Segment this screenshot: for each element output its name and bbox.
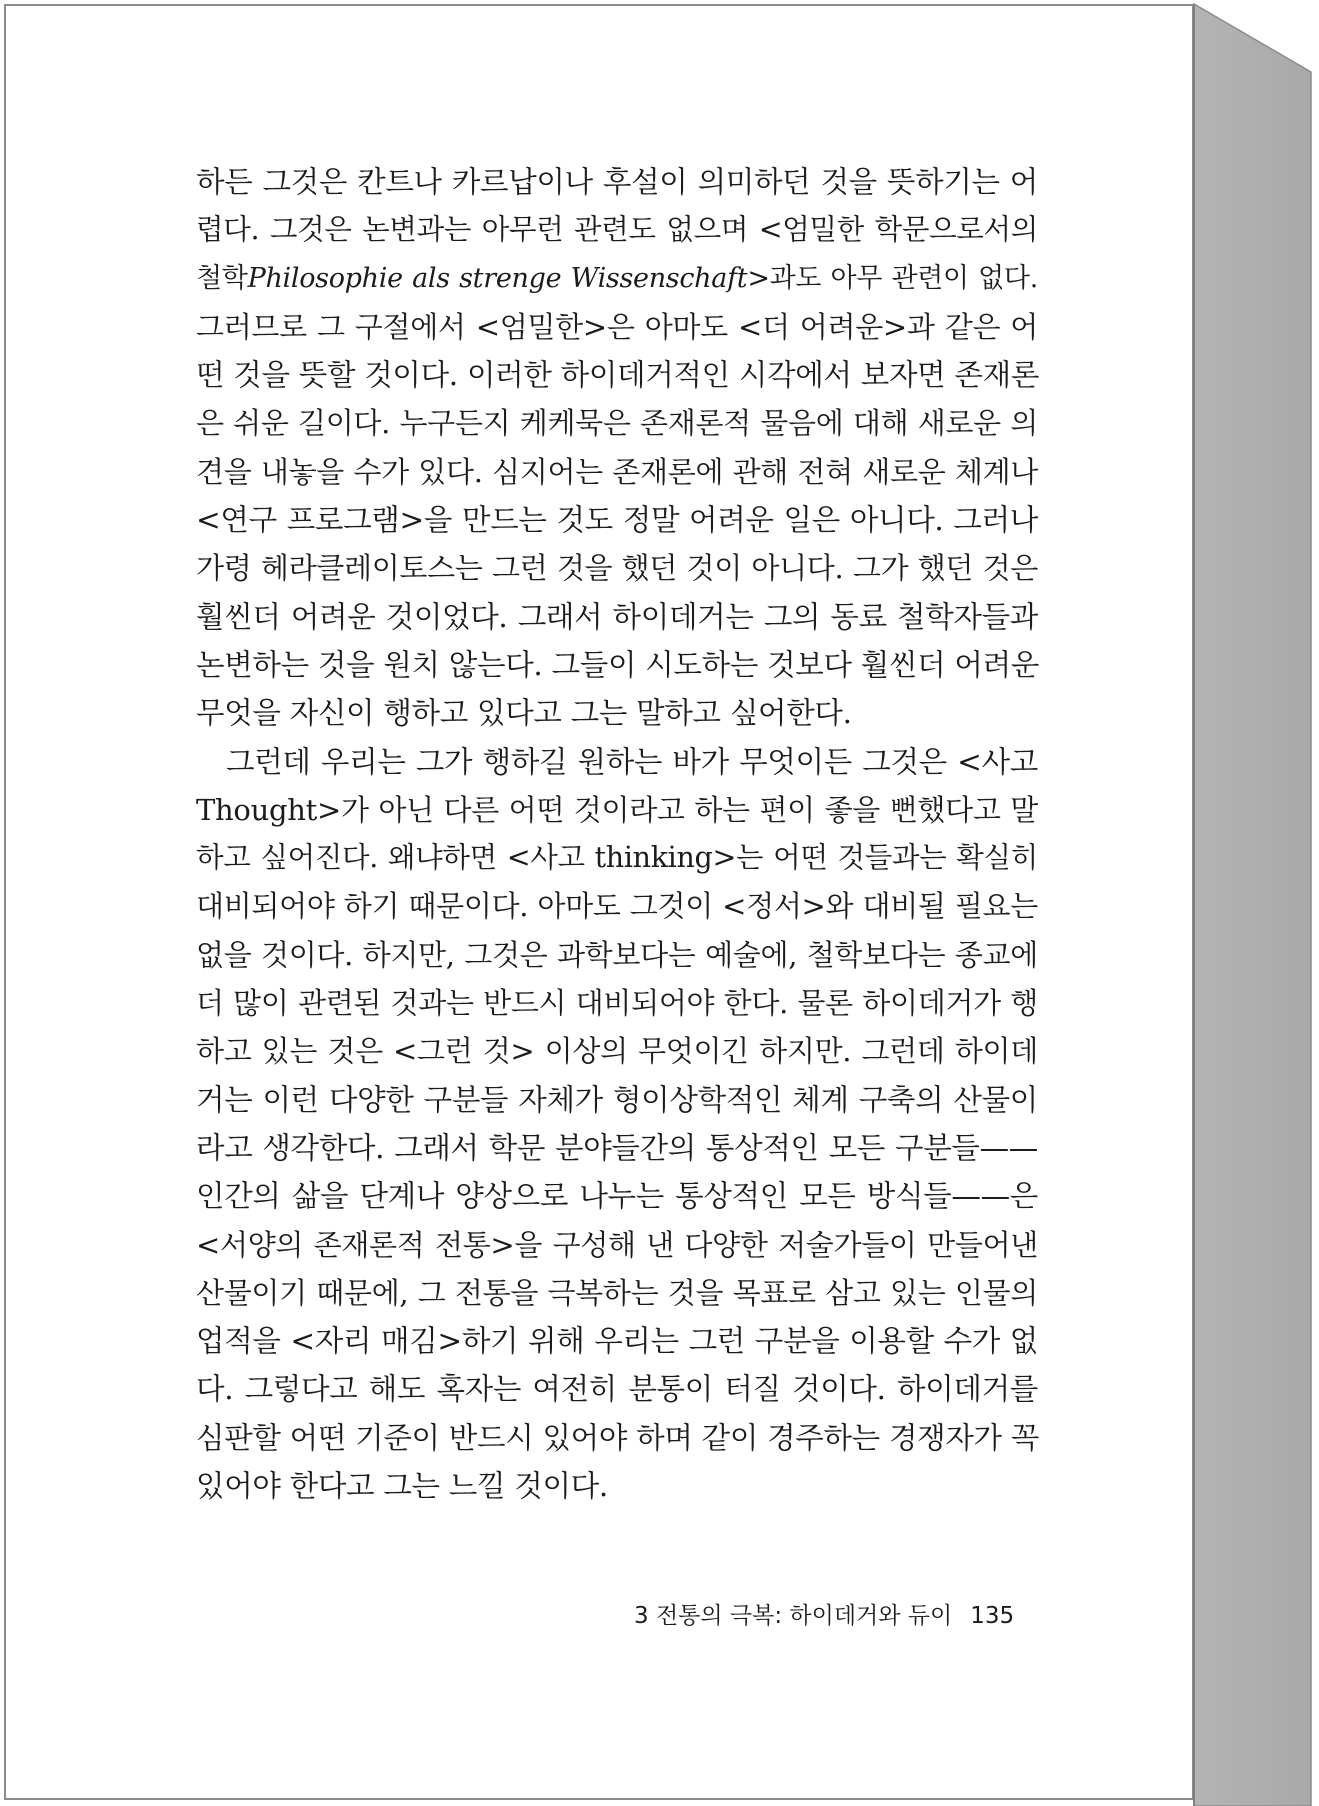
text-line: <서양의 존재론적 전통>을 구성해 낸 다양한 저술가들이 만들어낸 [196, 1227, 1038, 1262]
paragraph-1 [196, 158, 1038, 738]
text-line: 대비되어야 하기 때문이다. 아마도 그것이 <정서>와 대비될 필요는 [196, 889, 1038, 924]
text-line: 라고 생각한다. 그래서 학문 분야들간의 통상적인 모든 구분들—— [196, 1130, 1038, 1165]
running-title: 3 전통의 극복: 하이데거와 듀이 [634, 1603, 953, 1629]
text-line: 하고 있는 것은 <그런 것> 이상의 무엇이긴 하지만. 그런데 하이데 [196, 1034, 1038, 1069]
text-line: 그러므로 그 구절에서 <엄밀한>은 아마도 <더 어려운>과 같은 어 [196, 309, 1038, 344]
text-line: 산물이기 때문에, 그 전통을 극복하는 것을 목표로 삼고 있는 인물의 [196, 1275, 1038, 1310]
text-line: 업적을 <자리 매김>하기 위해 우리는 그런 구분을 이용할 수가 없 [196, 1324, 1038, 1359]
text-line: <연구 프로그램>을 만드는 것도 정말 어려운 일은 아니다. 그러나 [196, 503, 1038, 538]
italic-title: Philosophie als strenge Wissenschaft [247, 262, 748, 294]
text-line: 그런데 우리는 그가 행하길 원하는 바가 무엇이든 그것은 <사고 [226, 744, 1038, 779]
text-line: 가령 헤라클레이토스는 그런 것을 했던 것이 아니다. 그가 했던 것은 [196, 551, 1038, 586]
text-line [196, 255, 1038, 303]
text-line: 렵다. 그것은 논변과는 아무런 관련도 없으며 <엄밀한 학문으로서의 [196, 213, 1038, 247]
text-line: Thought>가 아닌 다른 어떤 것이라고 하는 편이 좋을 뻔했다고 말 [196, 792, 1038, 827]
text-line: 없을 것이다. 하지만, 그것은 과학보다는 예술에, 철학보다는 종교에 [196, 937, 1038, 972]
page-footer [634, 1597, 1014, 1630]
text-line: 거는 이런 다양한 구분들 자체가 형이상학적인 체계 구축의 산물이 [196, 1082, 1038, 1117]
text-line: 논변하는 것을 원치 않는다. 그들이 시도하는 것보다 훨씬더 어려운 [196, 647, 1040, 682]
text-line: 떤 것을 뜻할 것이다. 이러한 하이데거적인 시각에서 보자면 존재론 [196, 358, 1040, 393]
text-line: 더 많이 관련된 것과는 반드시 대비되어야 한다. 물론 하이데거가 행 [196, 986, 1038, 1021]
paragraph-2 [196, 738, 1038, 1511]
text-line: 견을 내놓을 수가 있다. 심지어는 존재론에 관해 전혀 새로운 체계나 [196, 454, 1038, 489]
text-line: 무엇을 자신이 행하고 있다고 그는 말하고 싶어한다. [196, 696, 852, 731]
text-line: 있어야 한다고 그는 느낄 것이다. [196, 1469, 608, 1504]
text-line: 인간의 삶을 단계나 양상으로 나누는 통상적인 모든 방식들——은 [196, 1179, 1038, 1214]
text-line: 심판할 어떤 기준이 반드시 있어야 하며 같이 경주하는 경쟁자가 꼭 [196, 1420, 1040, 1455]
text-line: 은 쉬운 길이다. 누구든지 케케묵은 존재론적 물음에 대해 새로운 의 [196, 406, 1038, 441]
text-line: 하고 싶어진다. 왜냐하면 <사고 thinking>는 어떤 것들과는 확실히 [196, 841, 1038, 875]
body-text [196, 158, 1038, 1510]
text-line: 하든 그것은 칸트나 카르납이나 후설이 의미하던 것을 뜻하기는 어 [196, 165, 1038, 199]
text-line: 훨씬더 어려운 것이었다. 그래서 하이데거는 그의 동료 철학자들과 [196, 599, 1038, 634]
text-line: 다. 그렇다고 해도 혹자는 여전히 분통이 터질 것이다. 하이데거를 [196, 1372, 1038, 1407]
text-line-part: 철학Philosophie als strenge Wissenschaft>과도 아무 관련이 없다. [196, 262, 1038, 294]
page-number: 135 [970, 1603, 1015, 1629]
